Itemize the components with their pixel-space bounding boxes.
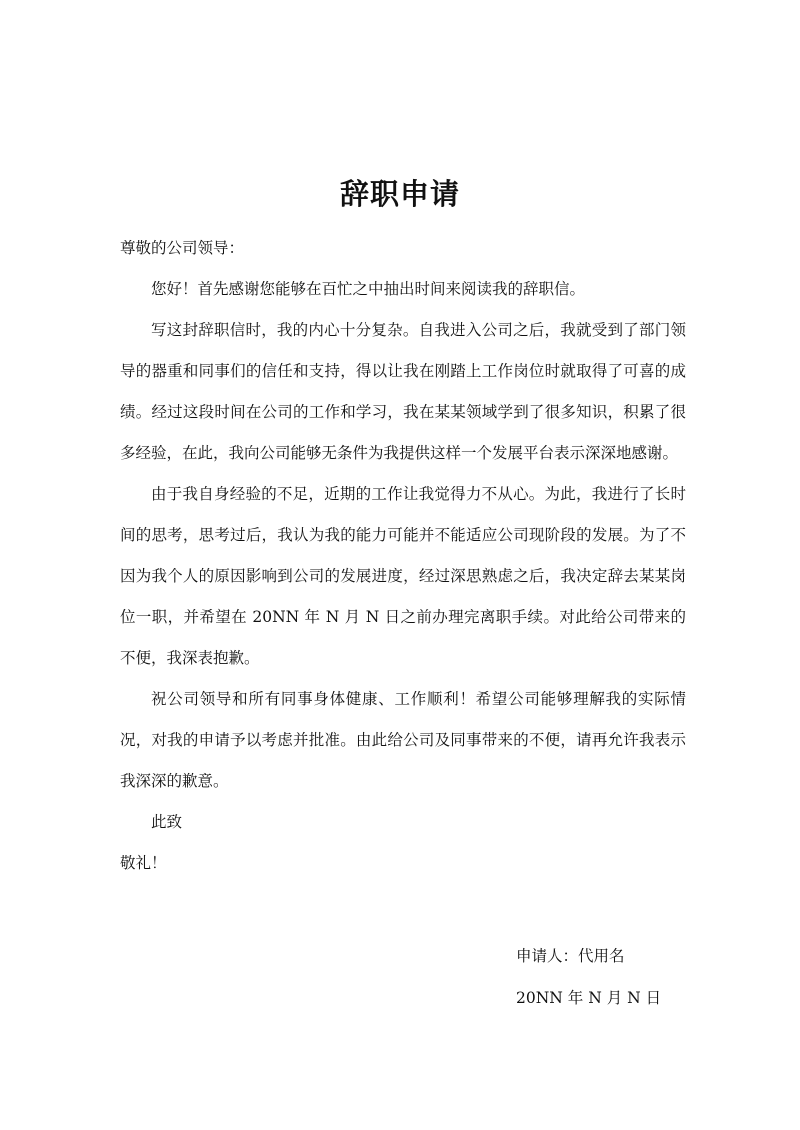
- paragraph-wishes: 祝公司领导和所有同事身体健康、工作顺利！希望公司能够理解我的实际情况，对我的申请予以考虑并批准。由此给公司及同事带来的不便，请再允许我表示我深深的歉意。: [120, 690, 686, 790]
- paragraph-greeting: 您好！首先感谢您能够在百忙之中抽出时间来阅读我的辞职信。: [151, 280, 586, 298]
- salutation: 尊敬的公司领导：: [120, 239, 245, 257]
- page-title: 辞职申请: [339, 177, 460, 211]
- paragraph-reason: 由于我自身经验的不足，近期的工作让我觉得力不从心。为此，我进行了长时间的思考，思考过后，我认为我的能力可能并不能适应公司现阶段的发展。为了不因为我个人的原因影响到公司的发展进度，经过深思熟虑之后，我决定辞去某某岗位一职，并希望在 20NN 年 N 月 N 日之前办理完离职手续。对此给公司带来的不便，我深表抱歉。: [120, 485, 686, 667]
- paragraph-gratitude: 写这封辞职信时，我的内心十分复杂。自我进入公司之后，我就受到了部门领导的器重和同事们的信任和支持，得以让我在刚踏上工作岗位时就取得了可喜的成绩。经过这段时间在公司的工作和学习，我在某某领域学到了很多知识，积累了很多经验，在此，我向公司能够无条件为我提供这样一个发展平台表示深深地感谢。: [120, 321, 686, 462]
- letter-body: [120, 228, 686, 884]
- closing: 此致: [151, 813, 183, 831]
- signature-date: 20NN 年 N 月 N 日: [516, 989, 662, 1007]
- regards: 敬礼！: [120, 854, 167, 872]
- applicant-signature: 申请人：代用名: [516, 947, 625, 965]
